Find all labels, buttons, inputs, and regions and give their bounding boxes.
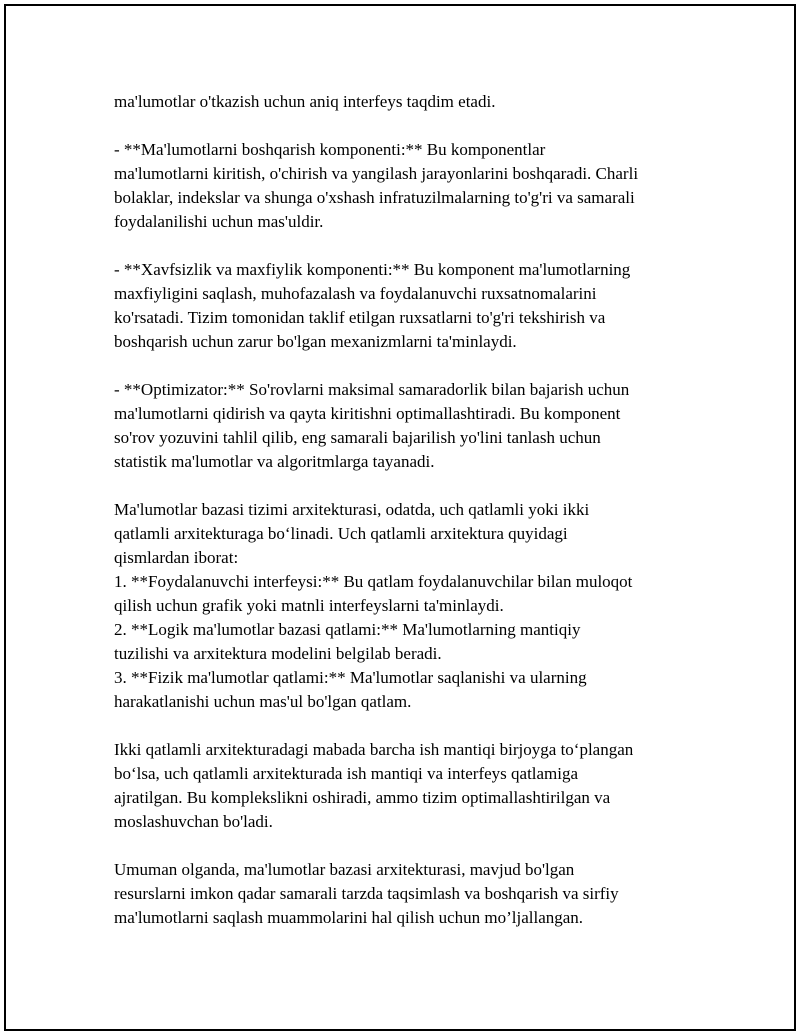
text-line: boshqarish uchun zarur bo'lgan mexanizmlarni ta'minlaydi.	[114, 332, 517, 351]
paragraph-gap	[114, 474, 694, 498]
text-line: harakatlanishi uchun mas'ul bo'lgan qatlam.	[114, 692, 412, 711]
text-line: 3. **Fizik ma'lumotlar qatlami:** Ma'lumotlar saqlanishi va ularning	[114, 668, 587, 687]
paragraph-gap	[114, 234, 694, 258]
text-line: qismlardan iborat:	[114, 548, 239, 567]
text-line: ko'rsatadi. Tizim tomonidan taklif etilgan ruxsatlarni to'g'ri tekshirish va	[114, 308, 606, 327]
text-line: ma'lumotlarni saqlash muammolarini hal qilish uchun mo’ljallangan.	[114, 908, 584, 927]
document-body	[114, 90, 694, 930]
text-line: 1. **Foydalanuvchi interfeysi:** Bu qatlam foydalanuvchilar bilan muloqot	[114, 572, 633, 591]
paragraph	[114, 498, 694, 714]
text-line: - **Xavfsizlik va maxfiylik komponenti:** Bu komponent ma'lumotlarning	[114, 260, 631, 279]
text-line: ma'lumotlar o'tkazish uchun aniq interfeys taqdim etadi.	[114, 92, 496, 111]
text-line: qatlamli arxitekturaga bo‘linadi. Uch qatlamli arxitektura quyidagi	[114, 524, 568, 543]
text-line: - **Optimizator:** So'rovlarni maksimal samaradorlik bilan bajarish uchun	[114, 380, 630, 399]
text-line: maxfiyligini saqlash, muhofazalash va foydalanuvchi ruxsatnomalarini	[114, 284, 597, 303]
paragraph	[114, 858, 694, 930]
text-line: - **Ma'lumotlarni boshqarish komponenti:** Bu komponentlar	[114, 140, 546, 159]
text-line: qilish uchun grafik yoki matnli interfeyslarni ta'minlaydi.	[114, 596, 504, 615]
text-line: Ikki qatlamli arxitekturadagi mabada barcha ish mantiqi birjoyga to‘plangan	[114, 740, 634, 759]
text-line: so'rov yozuvini tahlil qilib, eng samarali bajarilish yo'lini tanlash uchun	[114, 428, 601, 447]
text-line: 2. **Logik ma'lumotlar bazasi qatlami:** Ma'lumotlarning mantiqiy	[114, 620, 581, 639]
text-line: bo‘lsa, uch qatlamli arxitekturada ish mantiqi va interfeys qatlamiga	[114, 764, 579, 783]
text-line: ma'lumotlarni qidirish va qayta kiritishni optimallashtiradi. Bu komponent	[114, 404, 621, 423]
paragraph-gap	[114, 714, 694, 738]
text-line: statistik ma'lumotlar va algoritmlarga tayanadi.	[114, 452, 435, 471]
paragraph	[114, 258, 694, 354]
paragraph	[114, 90, 694, 114]
text-line: tuzilishi va arxitektura modelini belgilab beradi.	[114, 644, 442, 663]
paragraph	[114, 378, 694, 474]
text-line: Umuman olganda, ma'lumotlar bazasi arxitekturasi, mavjud bo'lgan	[114, 860, 575, 879]
text-line: bolaklar, indekslar va shunga o'xshash infratuzilmalarning to'g'ri va samarali	[114, 188, 635, 207]
text-line: ma'lumotlarni kiritish, o'chirish va yangilash jarayonlarini boshqaradi. Charli	[114, 164, 639, 183]
paragraph-gap	[114, 114, 694, 138]
text-line: ajratilgan. Bu komplekslikni oshiradi, ammo tizim optimallashtirilgan va	[114, 788, 611, 807]
paragraph	[114, 738, 694, 834]
paragraph	[114, 138, 694, 234]
paragraph-gap	[114, 834, 694, 858]
paragraph-gap	[114, 354, 694, 378]
text-line: moslashuvchan bo'ladi.	[114, 812, 273, 831]
text-line: resurslarni imkon qadar samarali tarzda taqsimlash va boshqarish va sirfiy	[114, 884, 619, 903]
text-line: Ma'lumotlar bazasi tizimi arxitekturasi, odatda, uch qatlamli yoki ikki	[114, 500, 590, 519]
text-line: foydalanilishi uchun mas'uldir.	[114, 212, 324, 231]
